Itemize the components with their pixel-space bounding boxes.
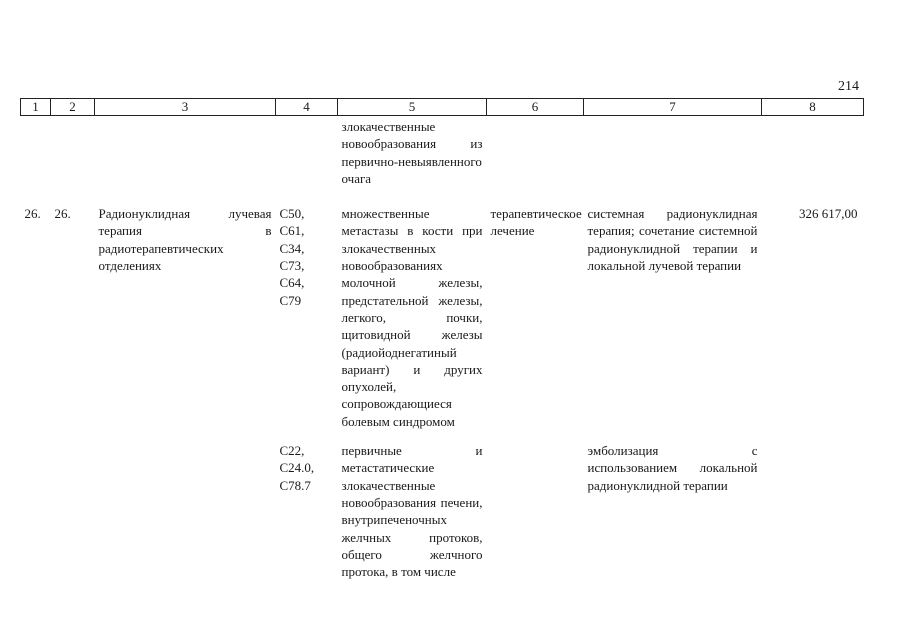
diagnosis-cell: первичные и метастатические злокачественные новообразования печени, внутрипеченочных желчных протоков, общего желчного протока, в том числе	[341, 443, 483, 580]
column-header-8: 8	[762, 99, 864, 116]
row-number-cell: 26.	[24, 206, 41, 222]
icd-code: C79	[279, 292, 302, 308]
column-header-6: 6	[487, 99, 584, 116]
column-header-5: 5	[338, 99, 487, 116]
icd-code: C61,	[279, 223, 305, 239]
icd-code: C64,	[279, 275, 305, 291]
treatment-type-cell: терапевтическое лечение	[490, 206, 582, 239]
icd-codes-cell	[276, 430, 338, 580]
diagnosis-cell: множественные метастазы в кости при злокачественных новообразованиях молочной железы, предстательной железы, легкого, почки, щитовидной железы (радиойоднегатиный вариант) и других опухолей, сопровождающиеся болевым синдромом	[341, 206, 483, 429]
group-number-cell: 26.	[54, 206, 71, 222]
treatment-method-cell: системная радионуклидная терапия; сочетание системной радионуклидной терапии и локальной лучевой терапии	[587, 206, 758, 274]
column-header-3: 3	[95, 99, 276, 116]
icd-code: C24.0,	[279, 460, 315, 476]
icd-code: C73,	[279, 258, 305, 274]
column-number-header-row	[21, 99, 864, 116]
column-header-7: 7	[584, 99, 762, 116]
icd-codes-cell	[276, 187, 338, 430]
services-table	[20, 98, 864, 580]
table-row-26	[21, 187, 864, 430]
icd-code: C22,	[279, 443, 305, 459]
diagnosis-cell: злокачественные новообразования из первично-невыявленного очага	[341, 119, 483, 186]
column-header-1: 1	[21, 99, 51, 116]
treatment-method-cell: эмболизация с использованием локальной радионуклидной терапии	[587, 443, 758, 493]
standard-cost-cell: 326 617,00	[799, 206, 858, 222]
table-row-26-sub	[21, 430, 864, 580]
icd-code: C50,	[279, 206, 305, 222]
page-number: 214	[838, 79, 859, 94]
table-row-continuation	[21, 116, 864, 188]
column-header-4: 4	[276, 99, 338, 116]
icd-code: C34,	[279, 240, 305, 256]
service-name-cell: Радионуклидная лучевая терапия в радиотерапевтических отделениях	[98, 206, 272, 274]
column-header-2: 2	[51, 99, 95, 116]
icd-code: C78.7	[279, 477, 311, 493]
